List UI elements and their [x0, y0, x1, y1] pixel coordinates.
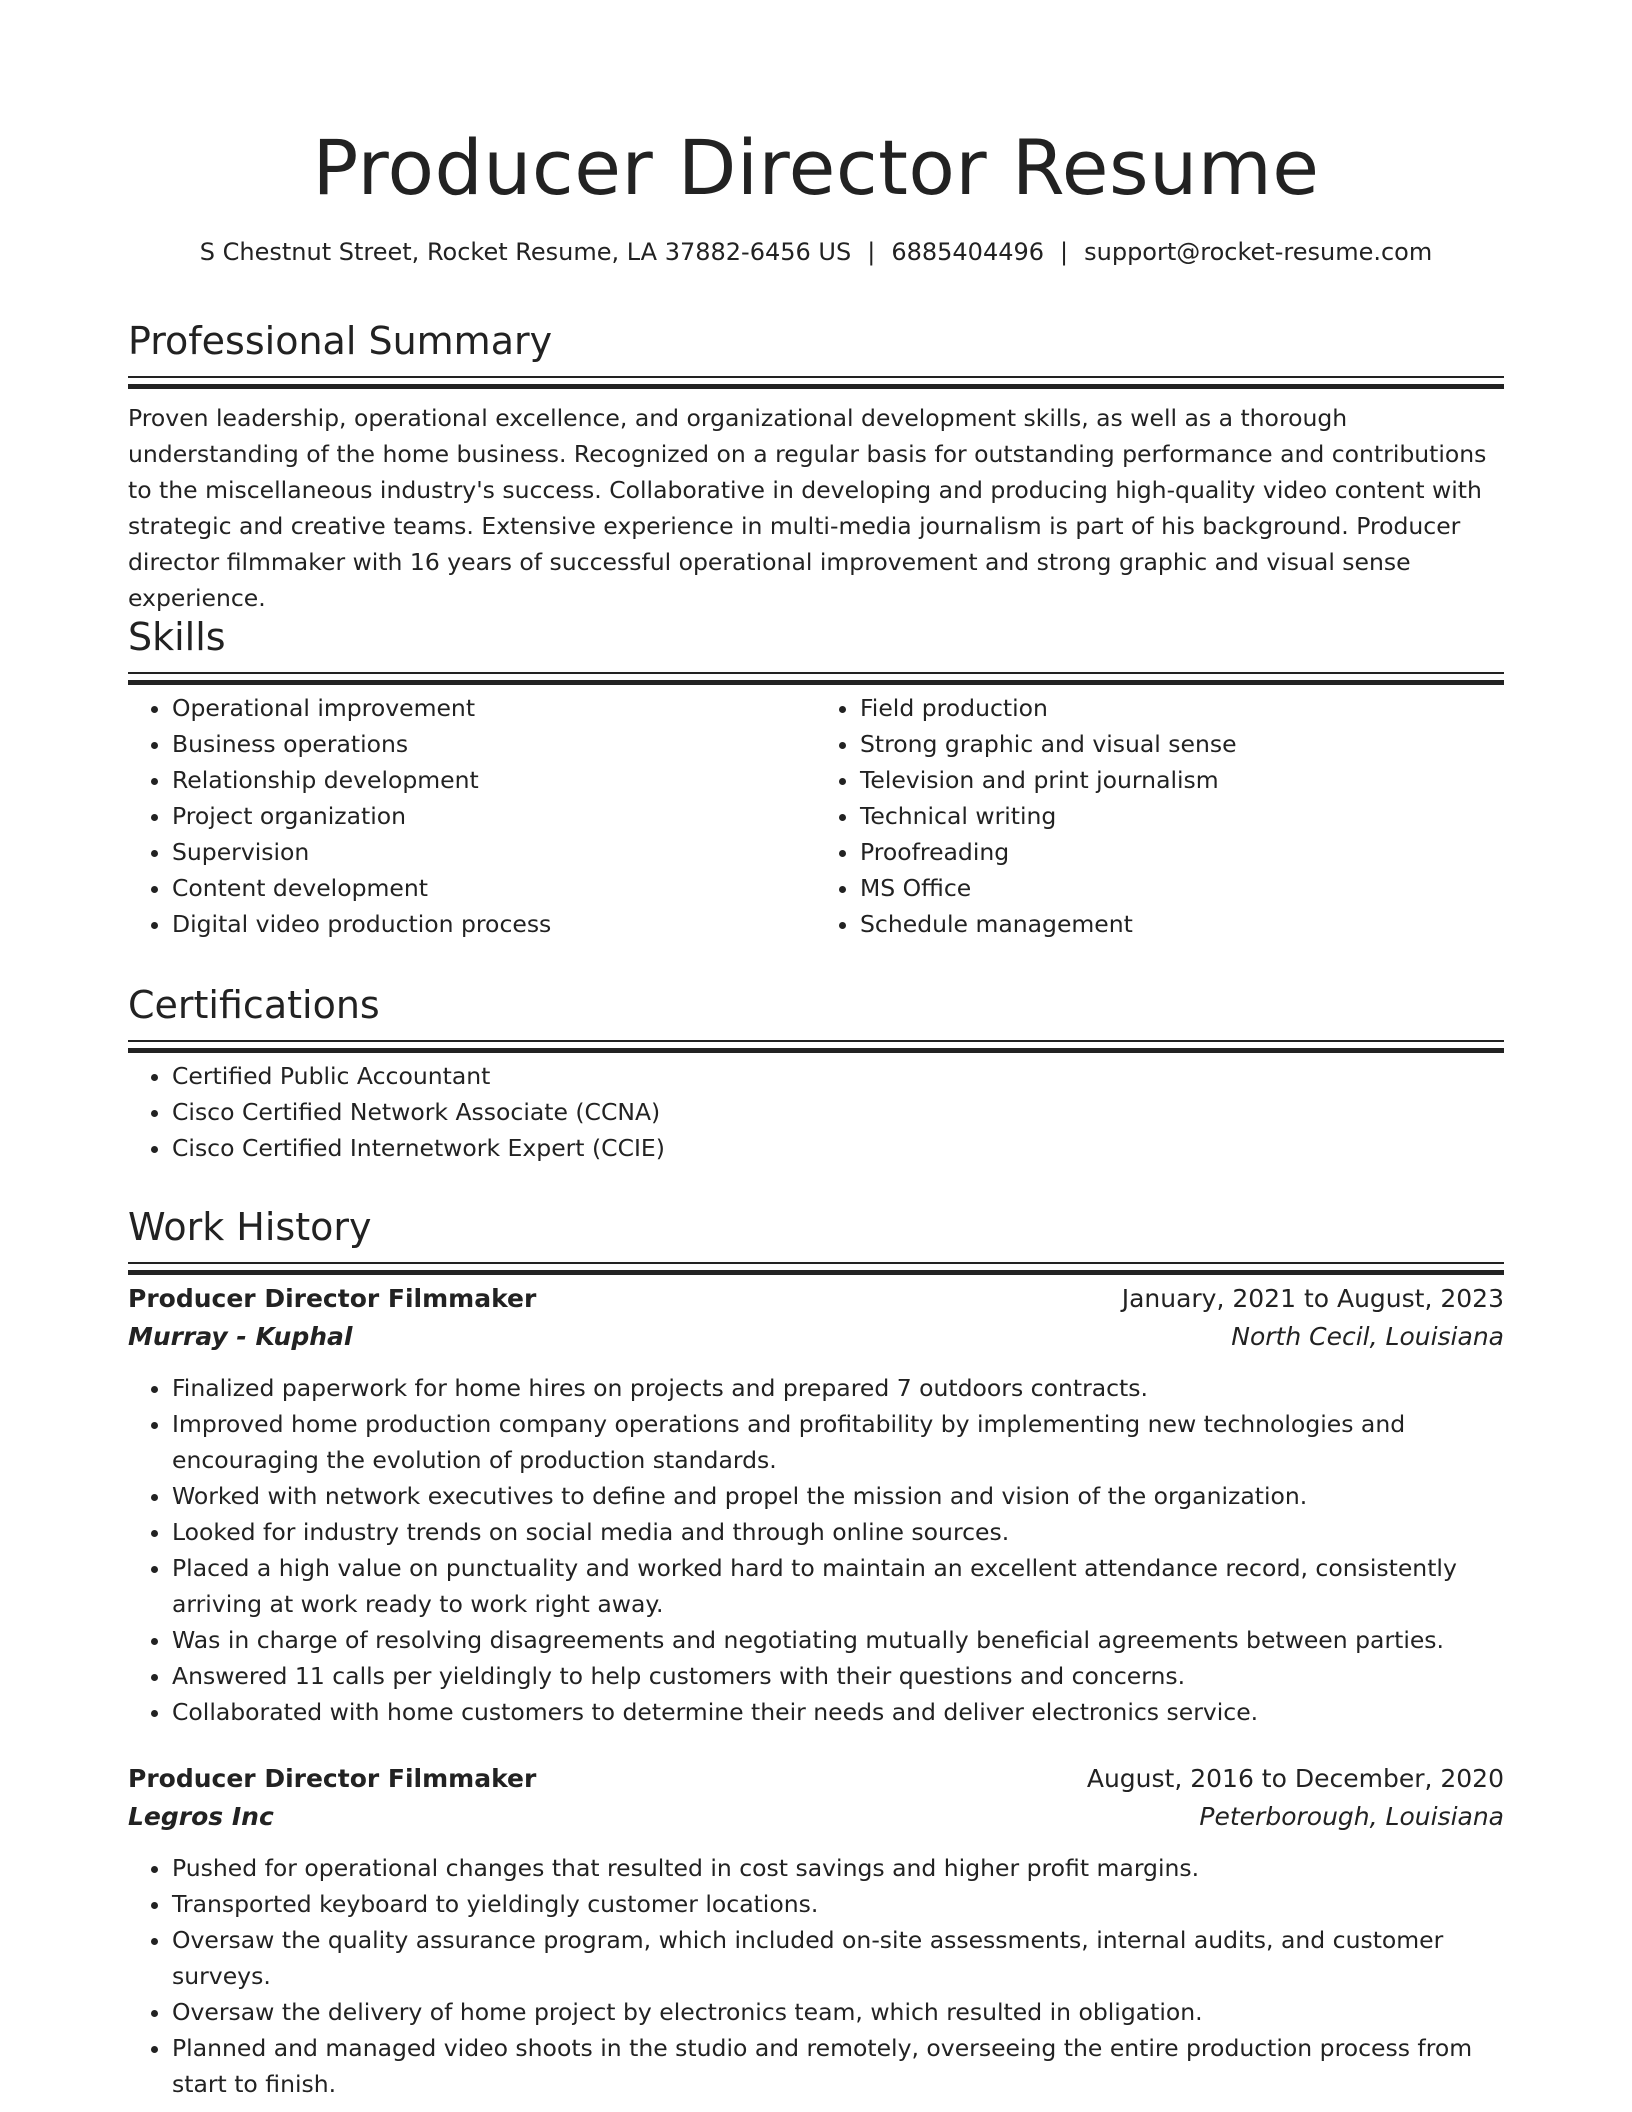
skill-item: • Digital video production process: [172, 906, 816, 942]
skills-list-right: [816, 690, 1504, 942]
job-entry: [128, 1760, 1504, 2102]
resume-page: [128, 0, 1504, 2098]
job-title: Producer Director Filmmaker: [128, 1284, 537, 1313]
certifications-section: [128, 982, 1504, 1166]
job-dates: January, 2021 to August, 2023: [1121, 1284, 1504, 1313]
skill-item: • Business operations: [172, 726, 816, 762]
resume-title: Producer Director Resume: [312, 123, 1320, 212]
job-bullet: • Finalized paperwork for home hires on projects and prepared 7 outdoors contracts.: [172, 1370, 1504, 1406]
job-title: Producer Director Filmmaker: [128, 1764, 537, 1793]
skill-item: • Proofreading: [860, 834, 1504, 870]
contact-separator: |: [867, 238, 876, 266]
skill-item: • Project organization: [172, 798, 816, 834]
job-bullet: • Oversaw the delivery of home project by electronics team, which resulted in obligation.: [172, 1994, 1504, 2030]
work-history-section: [128, 1204, 1504, 2102]
job-dates: August, 2016 to December, 2020: [1086, 1764, 1504, 1793]
job-subheader: [128, 1318, 1504, 1356]
job-bullets: [128, 1850, 1504, 2102]
skill-item: • Schedule management: [860, 906, 1504, 942]
contact-line: [128, 236, 1504, 268]
skill-item: • Supervision: [172, 834, 816, 870]
job-header: [128, 1280, 1504, 1318]
certification-item: • Cisco Certified Internetwork Expert (CCIE): [172, 1130, 1504, 1166]
job-bullet: • Transported keyboard to yieldingly customer locations.: [172, 1886, 1504, 1922]
skill-item: • Strong graphic and visual sense: [860, 726, 1504, 762]
job-header: [128, 1760, 1504, 1798]
skills-grid: [128, 690, 1504, 942]
job-bullets: [128, 1370, 1504, 1730]
skill-item: • Television and print journalism: [860, 762, 1504, 798]
job-location: North Cecil, Louisiana: [1231, 1322, 1504, 1351]
summary-text: Proven leadership, operational excellence, and organizational development skills, as well as a thorough understanding of the home business. Recognized on a regular basis for outstanding performance and contributions to the miscellaneous industry's success. Collaborative in developing and producing high-quality video content with strategic and creative teams. Extensive experience in multi-media journalism is part of his background. Producer director filmmaker with 16 years of successful operational improvement and strong graphic and visual sense experience.: [128, 404, 1487, 612]
job-subheader: [128, 1798, 1504, 1836]
section-divider: [128, 376, 1504, 378]
skill-item: • Content development: [172, 870, 816, 906]
certifications-heading: Certifications: [128, 983, 380, 1027]
certifications-list: [128, 1058, 1504, 1166]
skill-item: • Field production: [860, 690, 1504, 726]
job-bullet: • Answered 11 calls per yieldingly to help customers with their questions and concerns.: [172, 1658, 1504, 1694]
contact-email: support@rocket-resume.com: [1084, 238, 1433, 266]
summary-heading: Professional Summary: [128, 319, 553, 363]
job-company: Legros Inc: [128, 1802, 274, 1831]
skills-section: [128, 614, 1504, 942]
skills-list-left: [128, 690, 816, 942]
job-location: Peterborough, Louisiana: [1199, 1802, 1504, 1831]
certification-item: • Certified Public Accountant: [172, 1058, 1504, 1094]
skill-item: • Operational improvement: [172, 690, 816, 726]
job-bullet: • Worked with network executives to define and propel the mission and vision of the organization.: [172, 1478, 1504, 1514]
job-bullet: • Collaborated with home customers to determine their needs and deliver electronics service.: [172, 1694, 1504, 1730]
section-divider: [128, 1262, 1504, 1264]
job-bullet: • Pushed for operational changes that resulted in cost savings and higher profit margins.: [172, 1850, 1504, 1886]
work-history-heading: Work History: [128, 1205, 372, 1249]
section-divider: [128, 1040, 1504, 1042]
job-bullet: • Looked for industry trends on social media and through online sources.: [172, 1514, 1504, 1550]
summary-section: [128, 318, 1504, 616]
skill-item: • Technical writing: [860, 798, 1504, 834]
job-company: Murray - Kuphal: [128, 1322, 353, 1351]
job-bullet: • Improved home production company operations and profitability by implementing new technologies and encouraging the evolution of production standards.: [172, 1406, 1504, 1478]
job-bullet: • Planned and managed video shoots in the studio and remotely, overseeing the entire production process from start to finish.: [172, 2030, 1504, 2102]
skills-heading: Skills: [128, 615, 226, 659]
certification-item: • Cisco Certified Network Associate (CCNA): [172, 1094, 1504, 1130]
contact-separator: |: [1060, 238, 1069, 266]
job-entry: [128, 1280, 1504, 1730]
job-bullet: • Oversaw the quality assurance program, which included on-site assessments, internal audits, and customer surveys.: [172, 1922, 1504, 1994]
job-bullet: • Was in charge of resolving disagreements and negotiating mutually beneficial agreements between parties.: [172, 1622, 1504, 1658]
job-bullet: • Placed a high value on punctuality and worked hard to maintain an excellent attendance record, consistently arriving at work ready to work right away.: [172, 1550, 1504, 1622]
section-divider: [128, 672, 1504, 674]
contact-phone: 6885404496: [891, 238, 1045, 266]
skill-item: • Relationship development: [172, 762, 816, 798]
skill-item: • MS Office: [860, 870, 1504, 906]
contact-address: S Chestnut Street, Rocket Resume, LA 37882-6456 US: [199, 238, 852, 266]
